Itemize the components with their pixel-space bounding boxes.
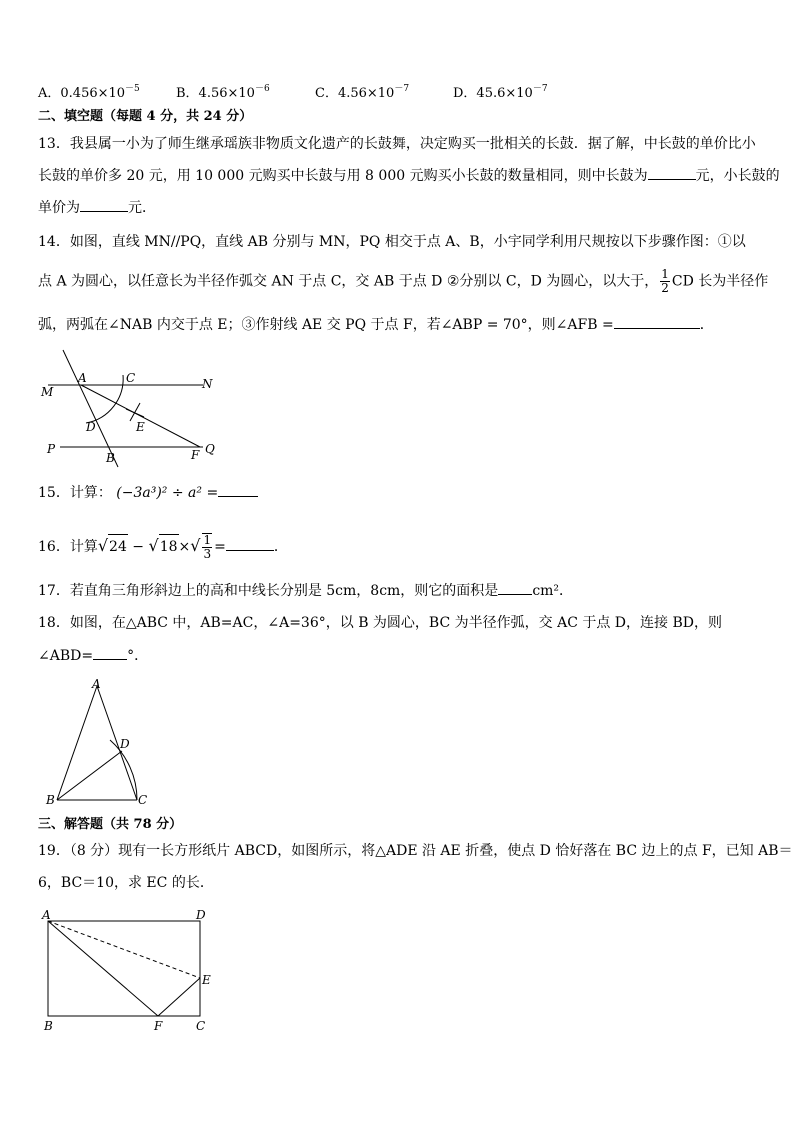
label-a: A xyxy=(78,371,87,385)
ray-ae xyxy=(81,385,200,447)
q19-line-2: 6，BC＝10，求 EC 的长． xyxy=(38,875,214,891)
side-ac xyxy=(97,686,137,800)
rectangle-abcd xyxy=(48,921,200,1016)
option-b: B．$4.56\times 10^{-6}$ xyxy=(176,84,270,101)
segment-ae-dashed xyxy=(48,921,200,978)
q16-line: 16．计算√24 − √18×√ $\frac{1}{3}$ = ． xyxy=(38,533,288,561)
label-b: B xyxy=(106,451,115,465)
label-e: E xyxy=(202,973,211,987)
answer-blank xyxy=(648,167,696,180)
label-a: A xyxy=(42,908,51,922)
segment-af xyxy=(48,921,158,1016)
answer-blank xyxy=(614,316,700,329)
line-ab xyxy=(63,350,118,467)
label-d: D xyxy=(120,737,130,751)
option-a: A．$0.456\times 10^{-5}$ xyxy=(38,84,140,101)
q14-line-1: 14．如图，直线 MN//PQ，直线 AB 分别与 MN，PQ 相交于点 A、B，小宇同学利用尺规按以下步骤作图：①以 xyxy=(38,234,746,250)
q19-line-1: 19．（8 分）现有一长方形纸片 ABCD，如图所示，将△ADE 沿 AE 折叠，使点 D 恰好落在 BC 边上的点 F，已知 AB＝ xyxy=(38,843,793,859)
answer-blank xyxy=(226,538,274,551)
answer-blank xyxy=(498,582,532,595)
segment-fe xyxy=(158,978,200,1016)
answer-blank xyxy=(80,199,128,212)
q19-figure xyxy=(36,906,216,1036)
label-f: F xyxy=(191,448,200,462)
label-d: D xyxy=(196,908,206,922)
q18-line-2: ∠ABD= °． xyxy=(38,648,149,664)
q17-line: 17．若直角三角形斜边上的高和中线长分别是 5cm，8cm，则它的面积是 cm²． xyxy=(38,583,574,599)
arc-cd xyxy=(86,375,123,423)
label-c: C xyxy=(126,371,136,385)
q18-line-1: 18．如图，在△ABC 中，AB=AC，∠A=36°，以 B 为圆心，BC 为半径作弧，交 AC 于点 D，连接 BD，则 xyxy=(38,615,722,631)
segment-bd xyxy=(57,751,122,800)
label-b: B xyxy=(44,1019,53,1033)
fraction: $\frac{1}{2}$ xyxy=(661,267,669,295)
label-c: C xyxy=(196,1019,206,1033)
q13-line-2: 长鼓的单价多 20 元，用 10 000 元购买中长鼓与用 8 000 元购买小长鼓的数量相同，则中长鼓为 元，小长鼓的 xyxy=(38,168,780,184)
q13-line-3: 单价为 元． xyxy=(38,200,156,216)
q14-line-2: 点 A 为圆心，以任意长为半径作弧交 AN 于点 C，交 AB 于点 D ②分别以 C，D 为圆心，以大于， $\frac{1}{2}$ CD 长为半径作 xyxy=(38,267,769,295)
q13-line-1: 13．我县属一小为了师生继承瑶族非物质文化遗产的长鼓舞，决定购买一批相关的长鼓．据了解，中长鼓的单价比小 xyxy=(38,136,756,152)
label-n: N xyxy=(202,377,213,391)
label-a: A xyxy=(92,677,101,691)
option-c: C．$4.56\times 10^{-7}$ xyxy=(315,84,410,101)
label-p: P xyxy=(47,442,56,456)
section-heading-fill: 二、填空题（每题 4 分，共 24 分） xyxy=(38,109,253,124)
answer-blank xyxy=(218,484,258,497)
answer-blank xyxy=(93,647,127,660)
q18-figure xyxy=(42,676,162,808)
fraction: $\frac{1}{3}$ xyxy=(203,533,212,561)
section-heading-solve: 三、解答题（共 78 分） xyxy=(38,817,183,832)
arc-mark xyxy=(130,403,140,421)
label-q: Q xyxy=(205,442,215,456)
label-m: M xyxy=(41,385,54,399)
option-d: D．$45.6\times 10^{-7}$ xyxy=(453,84,548,101)
label-e: E xyxy=(136,420,145,434)
label-d: D xyxy=(86,420,96,434)
label-b: B xyxy=(46,793,55,807)
q15-line: 15．计算： (−3a³)² ÷ a² = xyxy=(38,484,258,502)
q14-line-3: 弧，两弧在∠NAB 内交于点 E；③作射线 AE 交 PQ 于点 F，若∠ABP = 70°，则∠AFB = ． xyxy=(38,317,714,333)
label-f: F xyxy=(154,1019,163,1033)
label-c: C xyxy=(138,793,148,807)
side-ab xyxy=(57,686,97,800)
q14-figure xyxy=(38,345,228,470)
